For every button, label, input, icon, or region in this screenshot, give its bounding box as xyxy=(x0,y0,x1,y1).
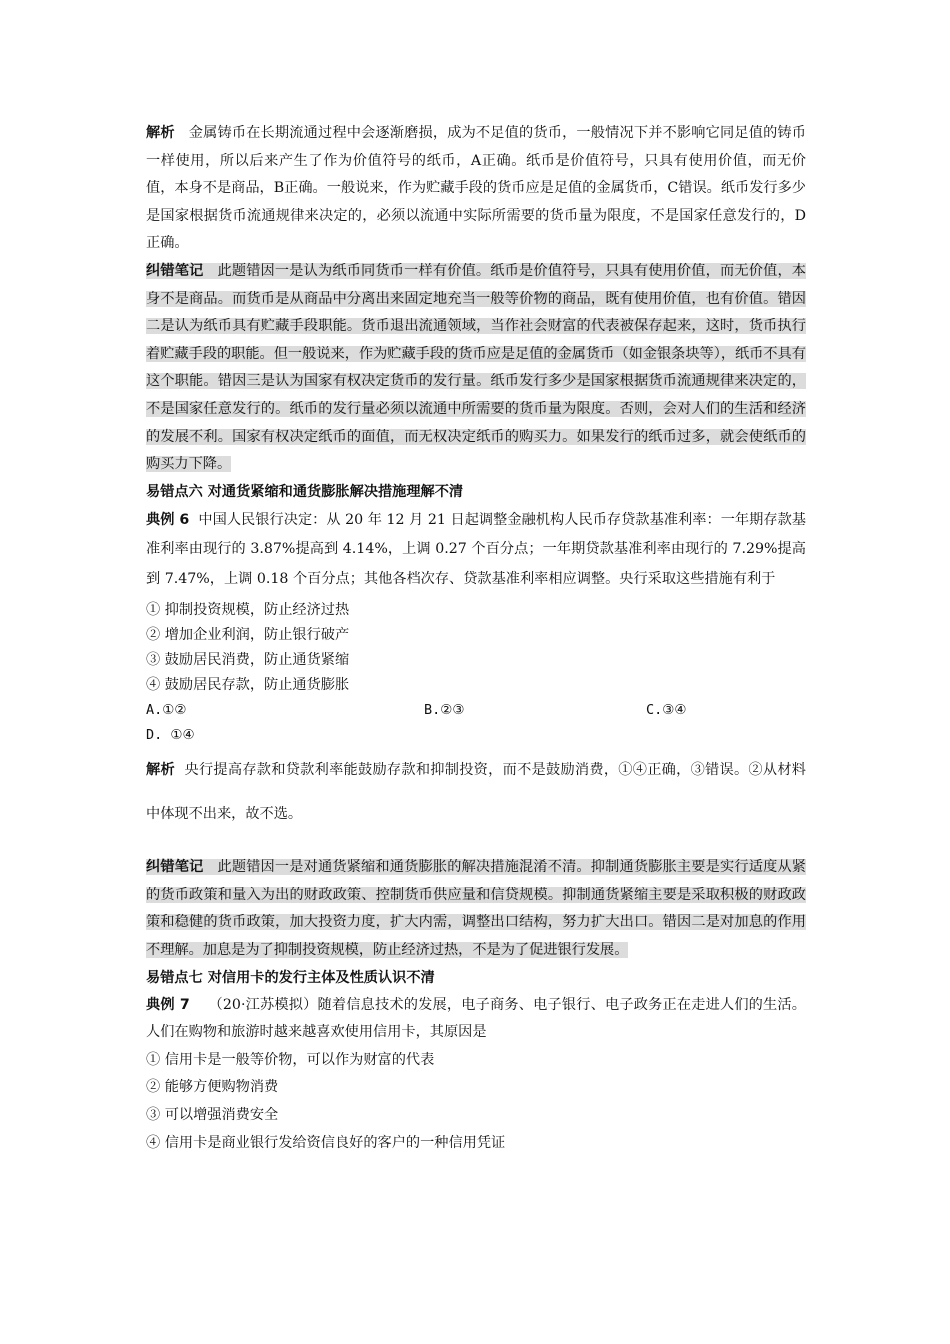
example-7-option-1: ① 信用卡是一般等价物，可以作为财富的代表 xyxy=(146,1051,435,1068)
analysis-6-text: 央行提高存款和贷款利率能鼓励存款和抑制投资，而不是鼓励消费，①④正确，③错误。②从材料中体现不出来，故不选。 xyxy=(146,762,806,823)
error-note-shaded xyxy=(146,263,806,472)
analysis-6-label: 解析 xyxy=(146,762,175,779)
error-note-paragraph xyxy=(146,258,806,479)
example-6-option-4: ④ 鼓励居民存款，防止通货膨胀 xyxy=(146,677,350,694)
choice-a: A.①② xyxy=(146,702,187,719)
analysis-text: 金属铸币在长期流通过程中会逐渐磨损，成为不足值的货币，一般情况下并不影响它同足值的铸币一样使用，所以后来产生了作为价值符号的纸币，A正确。纸币是价值符号，只具有使用价值，而无价值，本身不是商品，B正确。一般说来，作为贮藏手段的货币应是足值的金属货币，C错误。纸币发行多少是国家根据货币流通规律来决定的，必须以流通中实际所需要的货币量为限度，不是国家任意发行的，D正确。 xyxy=(146,125,806,252)
example-7-paragraph xyxy=(146,992,806,1047)
example-7-option-2: ② 能够方便购物消费 xyxy=(146,1079,279,1096)
example-6-paragraph xyxy=(146,506,806,595)
example-6-choices-row xyxy=(146,698,806,723)
choice-b: B.②③ xyxy=(424,702,465,719)
error-note-6-paragraph xyxy=(146,854,806,964)
choice-c: C.③④ xyxy=(646,702,687,719)
choice-d: D. ①④ xyxy=(146,727,195,744)
example-6-label: 典例 6 xyxy=(146,511,190,528)
section-heading-6: 易错点六 对通货紧缩和通货膨胀解决措施理解不清 xyxy=(146,483,464,500)
analysis-6-paragraph xyxy=(146,748,806,836)
analysis-paragraph xyxy=(146,120,806,258)
error-note-6-label: 纠错笔记 xyxy=(146,859,204,876)
section-heading-7: 易错点七 对信用卡的发行主体及性质认识不清 xyxy=(146,969,435,986)
example-6-option-1: ① 抑制投资规模，防止经济过热 xyxy=(146,602,350,619)
error-note-text: 此题错因一是认为纸币同货币一样有价值。纸币是价值符号，只具有使用价值，而无价值，本身不是商品。而货币是从商品中分离出来固定地充当一般等价物的商品，既有使用价值，也有价值。错因二是认为纸币具有贮藏手段职能。货币退出流通领域，当作社会财富的代表被保存起来，这时，货币执行着贮藏手段的职能。但一般说来，作为贮藏手段的货币应是足值的金属货币（如金银条块等），纸币不具有这个职能。错因三是认为国家有权决定货币的发行量。纸币发行多少是国家根据货币流通规律来决定的，不是国家任意发行的。纸币的发行量必须以流通中所需要的货币量为限度。否则，会对人们的生活和经济的发展不利。国家有权决定纸币的面值，而无权决定纸币的购买力。如果发行的纸币过多，就会使纸币的购买力下降。 xyxy=(146,262,806,473)
error-note-6-shaded xyxy=(146,859,806,958)
example-6-option-2: ② 增加企业利润，防止银行破产 xyxy=(146,627,350,644)
document-page xyxy=(146,120,806,1157)
error-note-label: 纠错笔记 xyxy=(146,262,204,279)
example-6-text: 中国人民银行决定：从 20 年 12 月 21 日起调整金融机构人民币存贷款基准利率：一年期存款基准利率由现行的 3.87%提高到 4.14%，上调 0.27 个百分点；一年期贷款基准利率由现行的 7.29%提高到 7.47%，上调 0.18 个百分点；其他各档次存、贷款基准利率相应调整。央行采取这些措施有利于 xyxy=(146,511,806,587)
error-note-6-text: 此题错因一是对通货紧缩和通货膨胀的解决措施混淆不清。抑制通货膨胀主要是实行适度从紧的货币政策和量入为出的财政政策、控制货币供应量和信贷规模。抑制通货紧缩主要是采取积极的财政政策和稳健的货币政策，加大投资力度，扩大内需，调整出口结构，努力扩大出口。错因二是对加息的作用不理解。加息是为了抑制投资规模，防止经济过热，不是为了促进银行发展。 xyxy=(146,859,806,958)
example-7-label: 典例 7 xyxy=(146,996,190,1013)
example-7-option-4: ④ 信用卡是商业银行发给资信良好的客户的一种信用凭证 xyxy=(146,1134,506,1151)
example-7-option-3: ③ 可以增强消费安全 xyxy=(146,1106,279,1123)
example-6-option-3: ③ 鼓励居民消费，防止通货紧缩 xyxy=(146,652,350,669)
example-7-text: （20·江苏模拟）随着信息技术的发展，电子商务、电子银行、电子政务正在走进人们的生活。人们在购物和旅游时越来越喜欢使用信用卡，其原因是 xyxy=(146,996,806,1041)
analysis-label: 解析 xyxy=(146,125,175,141)
